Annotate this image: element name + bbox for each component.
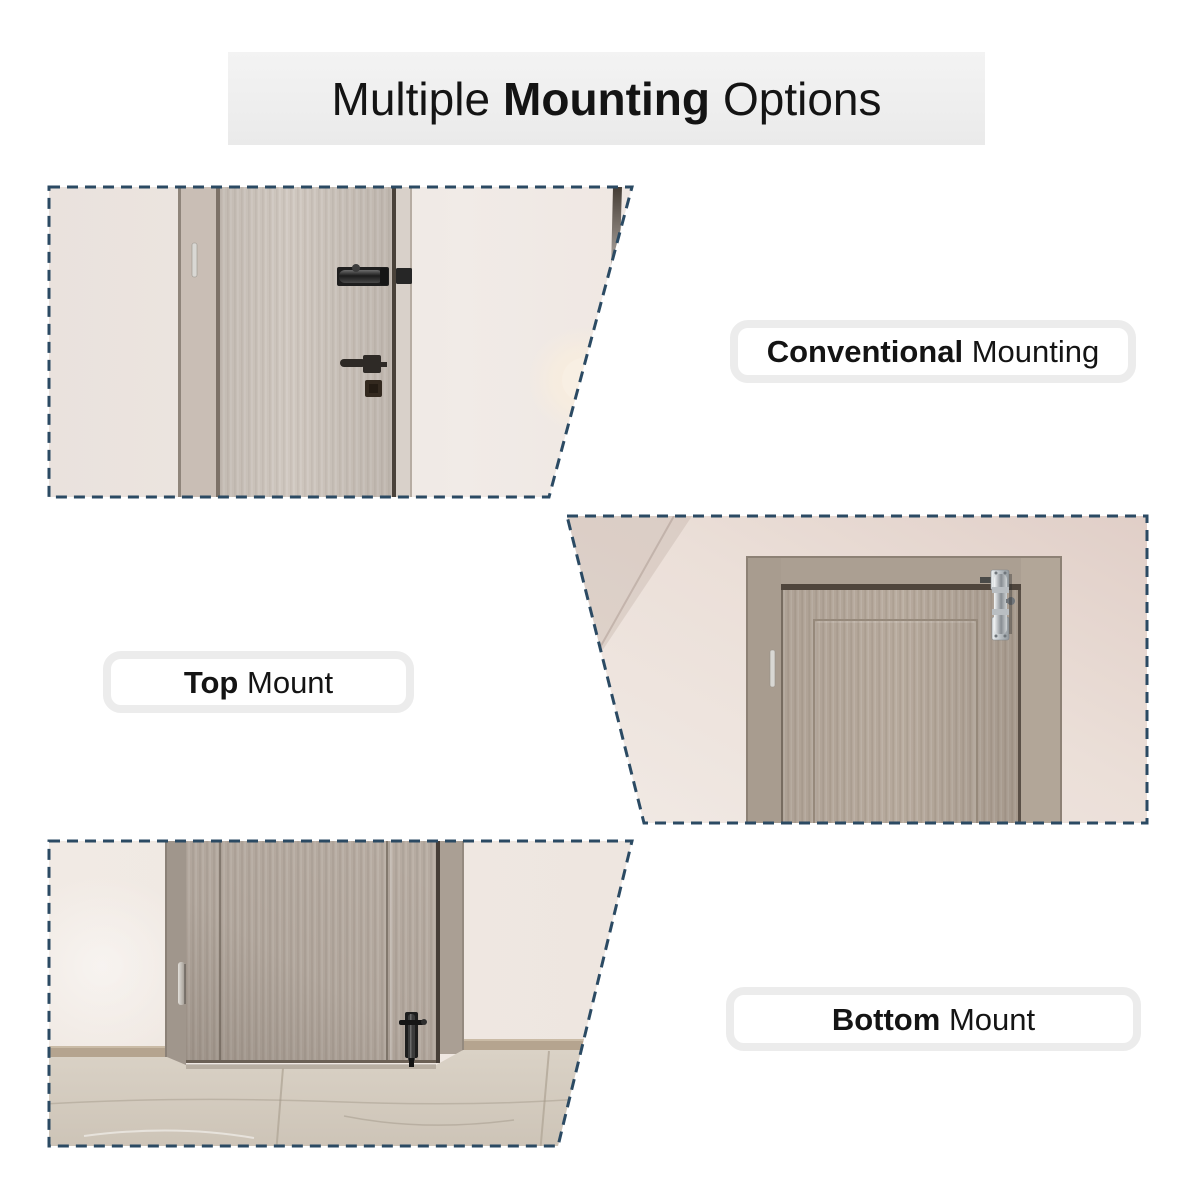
photo-bottom-mount bbox=[44, 836, 640, 1154]
door-edge bbox=[1018, 590, 1021, 829]
label-text-bold: Bottom bbox=[831, 1001, 941, 1037]
title-banner bbox=[228, 52, 985, 145]
label-text: Mounting bbox=[971, 334, 1100, 369]
label-text-bold: Conventional bbox=[766, 334, 964, 369]
door bbox=[186, 836, 440, 1063]
hinge-icon bbox=[770, 650, 775, 687]
wall-lamp bbox=[528, 326, 636, 434]
door-frame bbox=[178, 182, 220, 504]
door bbox=[220, 182, 412, 504]
door-edge bbox=[436, 836, 440, 1063]
photo-top-mount bbox=[562, 511, 1152, 829]
title-prefix: Multiple bbox=[331, 72, 491, 125]
door-pull-handle-icon bbox=[178, 962, 186, 1005]
title-emphasis: Mounting bbox=[503, 72, 710, 125]
title-suffix: Options bbox=[722, 72, 882, 125]
label-top-mount bbox=[103, 651, 414, 713]
floor bbox=[44, 1050, 640, 1154]
label-conventional-mounting bbox=[730, 320, 1136, 383]
label-text: Mount bbox=[247, 664, 334, 700]
door-edge bbox=[392, 182, 396, 504]
door-lock-icon bbox=[365, 380, 382, 397]
label-text: Mount bbox=[948, 1001, 1036, 1037]
door-bottom-edge bbox=[186, 1060, 436, 1063]
door bbox=[781, 584, 1021, 829]
label-text-bold: Top bbox=[183, 664, 239, 700]
hinge-icon bbox=[192, 243, 197, 277]
door-top-gap bbox=[781, 584, 1021, 590]
photo-conventional-mounting bbox=[44, 182, 640, 504]
label-bottom-mount bbox=[726, 987, 1141, 1051]
